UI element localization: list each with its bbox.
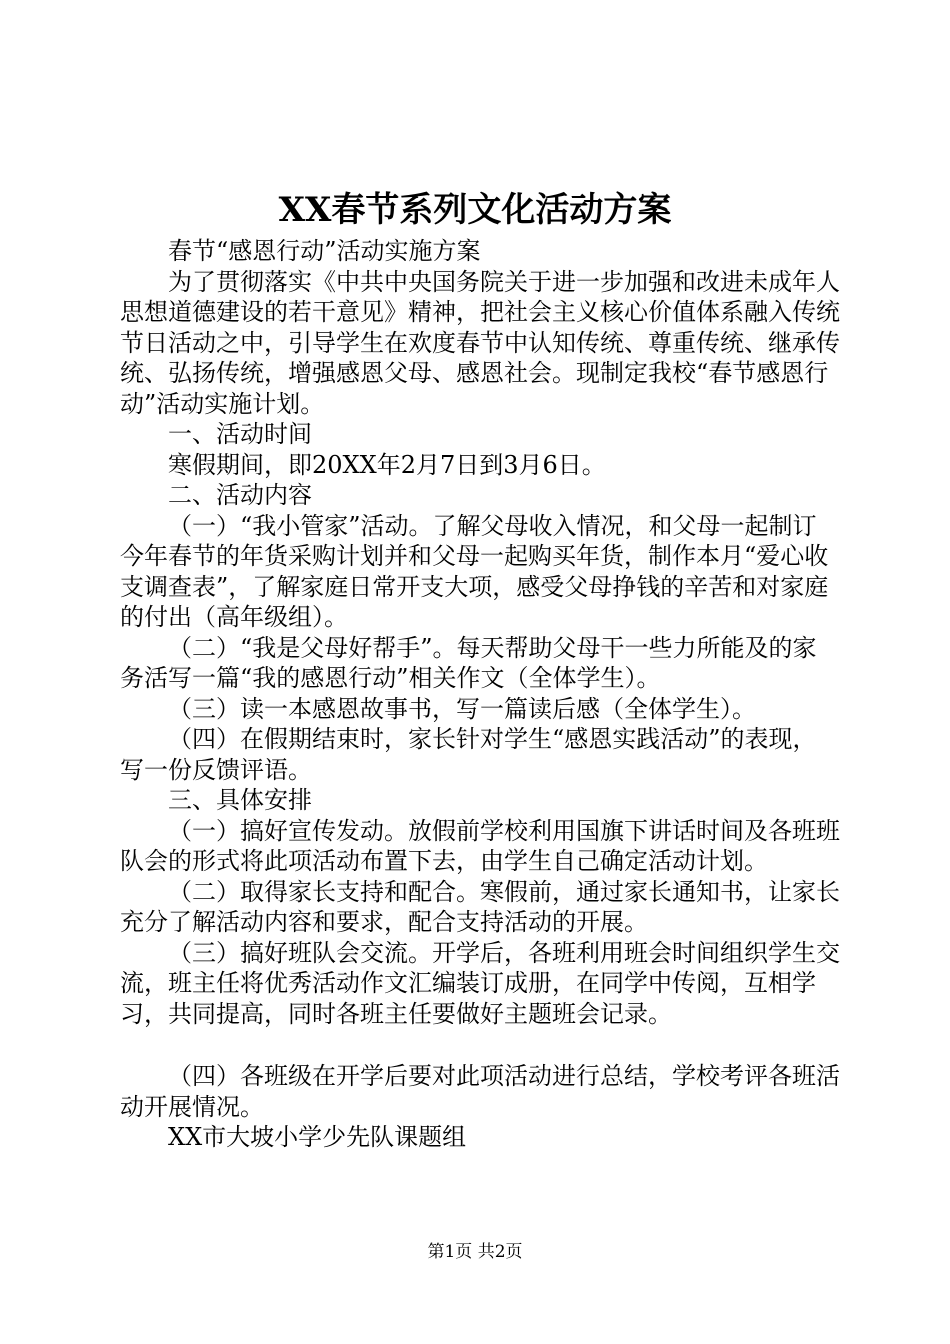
- signature-line: XX市大坡小学少先队课题组: [168, 1123, 467, 1151]
- intro-paragraph: 为了贯彻落实《中共中央国务院关于进一步加强和改进未成年人思想道德建设的若干意见》精神，把社会主义核心价值体系融入传统节日活动之中，引导学生在欢度春节中认知传统、尊重传统、继承传统、弘扬传统，增强感恩父母、感恩社会。现制定我校“春节感恩行动”活动实施计划。: [120, 267, 840, 418]
- section-heading-arrangement: 三、具体安排: [168, 786, 312, 814]
- content-item-1: （一）“我小管家”活动。了解父母收入情况，和父母一起制订今年春节的年货采购计划并和父母一起购买年货，制作本月“爱心收支调查表”，了解家庭日常开支大项，感受父母挣钱的辛苦和对家庭的付出（高年级组）。: [120, 511, 829, 631]
- time-paragraph: 寒假期间，即20XX年2月7日到3月6日。: [168, 450, 606, 479]
- arrangement-item-2: （二）取得家长支持和配合。寒假前，通过家长通知书，让家长充分了解活动内容和要求，配合支持活动的开展。: [120, 877, 840, 936]
- section-heading-time: 一、活动时间: [168, 420, 312, 448]
- content-item-3: （三）读一本感恩故事书，写一篇读后感（全体学生）。: [168, 694, 756, 723]
- subtitle-paragraph: 春节“感恩行动”活动实施方案: [168, 237, 481, 265]
- content-item-4: （四）在假期结束时，家长针对学生“感恩实践活动”的表现，写一份反馈评语。: [120, 725, 817, 784]
- page-footer: 第1页 共2页: [427, 1242, 523, 1262]
- arrangement-item-4: （四）各班级在开学后要对此项活动进行总结，学校考评各班活动开展情况。: [120, 1062, 840, 1121]
- content-item-2: （二）“我是父母好帮手”。每天帮助父母干一些力所能及的家务活写一篇“我的感恩行动”相关作文（全体学生）。: [120, 633, 817, 692]
- arrangement-item-3: （三）搞好班队会交流。开学后，各班利用班会时间组织学生交流，班主任将优秀活动作文汇编装订成册，在同学中传阅，互相学习，共同提高，同时各班主任要做好主题班会记录。: [120, 938, 840, 1028]
- arrangement-item-1: （一）搞好宣传发动。放假前学校利用国旗下讲话时间及各班班队会的形式将此项活动布置下去，由学生自己确定活动计划。: [120, 816, 840, 875]
- document-title: XX春节系列文化活动方案: [278, 190, 672, 230]
- document-body: [120, 236, 840, 1153]
- section-heading-content: 二、活动内容: [168, 481, 312, 509]
